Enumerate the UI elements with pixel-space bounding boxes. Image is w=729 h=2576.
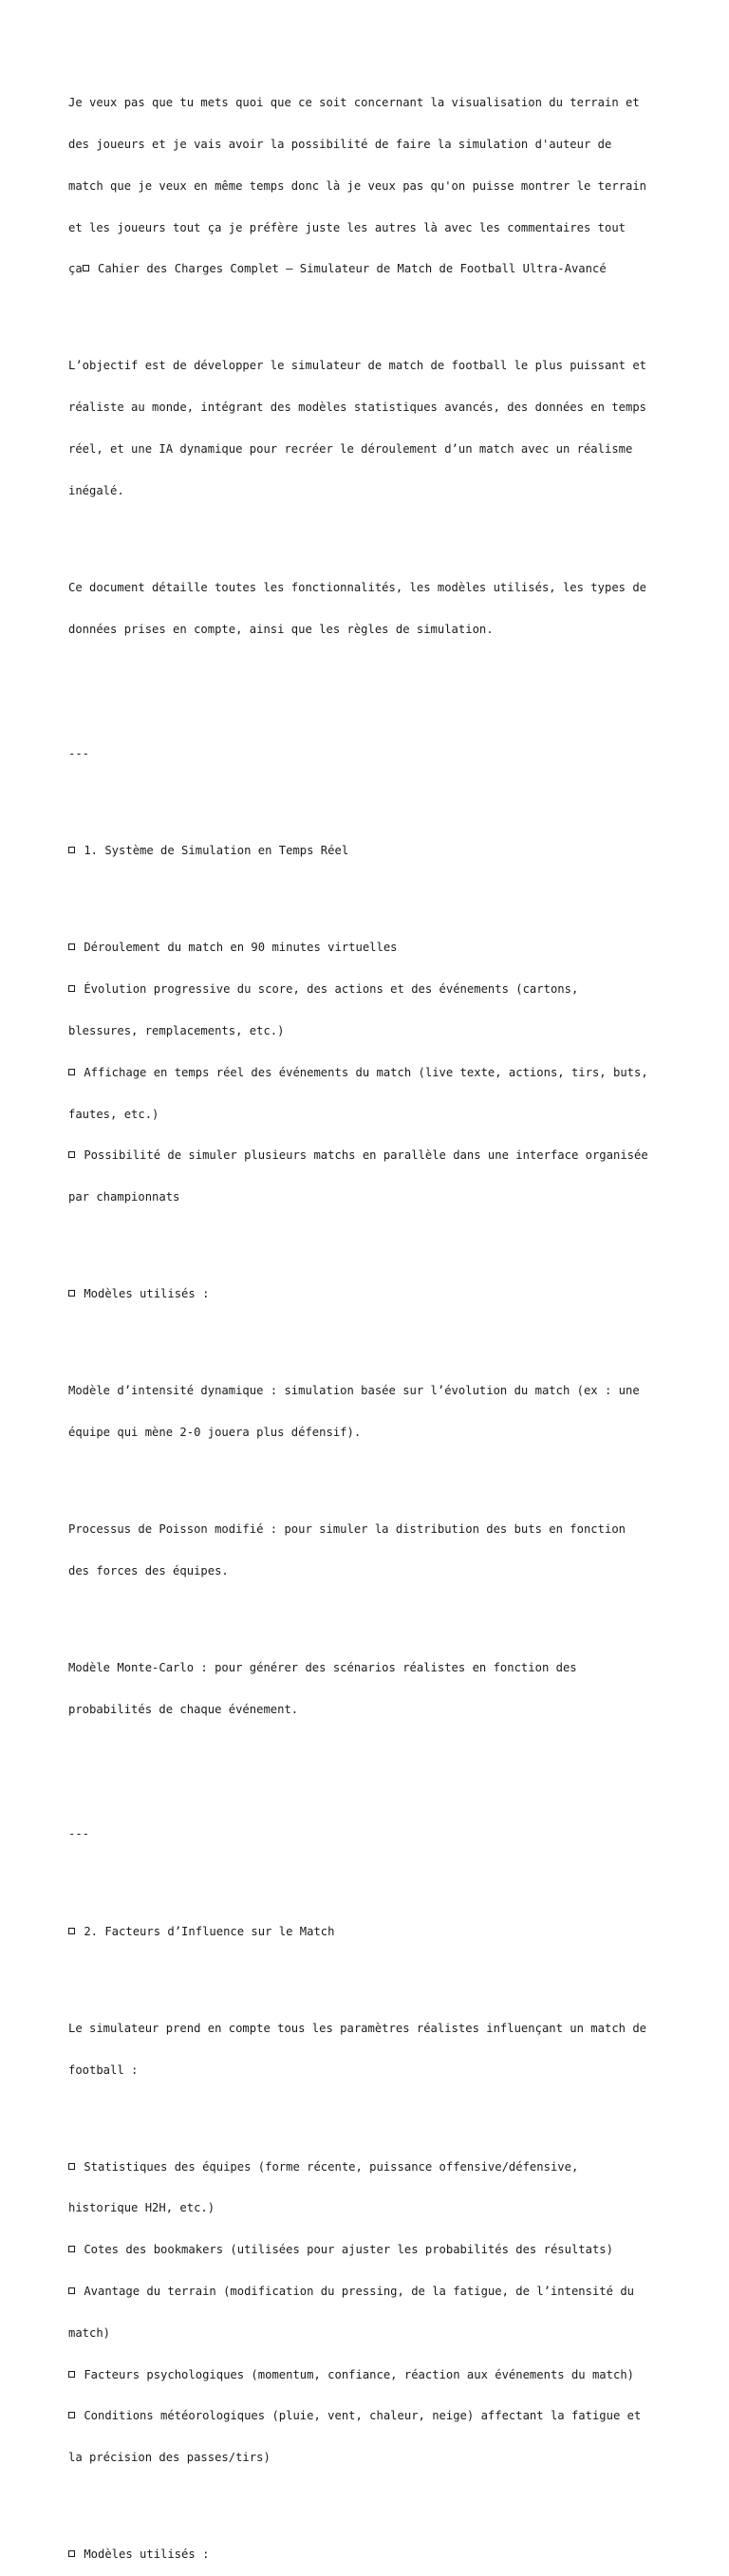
bullet-item: Possibilité de simuler plusieurs matchs en parallèle dans une interface organisée	[68, 1148, 695, 1163]
paragraph-line: Modèle d’intensité dynamique : simulation basée sur l’évolution du match (ex : une	[68, 1384, 640, 1398]
emoji-placeholder-icon	[68, 847, 75, 853]
bullet-item-wrap: match)	[68, 2325, 111, 2340]
document-body	[68, 68, 695, 2576]
emoji-placeholder-icon	[68, 2163, 75, 2170]
emoji-placeholder-icon	[68, 2412, 75, 2418]
separator: ---	[68, 747, 90, 761]
bullet-item: Déroulement du match en 90 minutes virtuelles	[68, 941, 695, 955]
paragraph-line: match que je veux en même temps donc là je veux pas qu'on puisse montrer le terrain	[68, 178, 647, 193]
emoji-placeholder-icon	[68, 2371, 75, 2378]
emoji-placeholder-icon	[68, 2550, 75, 2557]
emoji-placeholder-icon	[68, 2287, 75, 2294]
paragraph-line: L’objectif est de développer le simulateur de match de football le plus puissant et	[68, 359, 647, 373]
models-label: Modèles utilisés :	[68, 2548, 695, 2562]
separator: ---	[68, 1827, 90, 1841]
paragraph-line: et les joueurs tout ça je préfère juste les autres là avec les commentaires tout	[68, 220, 626, 234]
bullet-item-wrap: blessures, remplacements, etc.)	[68, 1023, 285, 1037]
bullet-item-wrap: par championnats	[68, 1190, 180, 1204]
bullet-item: Affichage en temps réel des événements du match (live texte, actions, tirs, buts,	[68, 1066, 695, 1080]
paragraph-line: Modèle Monte-Carlo : pour générer des scénarios réalistes en fonction des	[68, 1661, 577, 1675]
document-title-line: ça Cahier des Charges Complet – Simulateur de Match de Football Ultra-Avancé	[68, 262, 607, 276]
emoji-placeholder-icon	[68, 943, 75, 950]
paragraph-line: des forces des équipes.	[68, 1564, 229, 1578]
bullet-item: Conditions météorologiques (pluie, vent, chaleur, neige) affectant la fatigue et	[68, 2409, 695, 2423]
paragraph-line: données prises en compte, ainsi que les règles de simulation.	[68, 622, 494, 636]
section-heading: 1. Système de Simulation en Temps Réel	[68, 844, 695, 858]
section-heading: 2. Facteurs d’Influence sur le Match	[68, 1925, 695, 1939]
bullet-item: Facteurs psychologiques (momentum, confiance, réaction aux événements du match)	[68, 2368, 695, 2382]
bullet-item-wrap: la précision des passes/tirs)	[68, 2451, 271, 2465]
paragraph-line: football :	[68, 2063, 139, 2077]
bullet-item-wrap: historique H2H, etc.)	[68, 2201, 215, 2215]
bullet-item: Cotes des bookmakers (utilisées pour ajuster les probabilités des résultats)	[68, 2243, 695, 2257]
emoji-placeholder-icon	[83, 265, 89, 271]
emoji-placeholder-icon	[68, 2246, 75, 2252]
paragraph-line: réel, et une IA dynamique pour recréer le déroulement d’un match avec un réalisme	[68, 442, 633, 457]
paragraph-line: Processus de Poisson modifié : pour simuler la distribution des buts en fonction	[68, 1522, 626, 1537]
paragraph-line: probabilités de chaque événement.	[68, 1703, 299, 1717]
paragraph-line: Le simulateur prend en compte tous les paramètres réalistes influençant un match de	[68, 2021, 647, 2035]
paragraph-line: inégalé.	[68, 483, 124, 497]
paragraph-line: équipe qui mène 2-0 jouera plus défensif).	[68, 1426, 362, 1440]
paragraph-line: Ce document détaille toutes les fonctionnalités, les modèles utilisés, les types de	[68, 580, 647, 594]
bullet-item: Avantage du terrain (modification du pressing, de la fatigue, de l’intensité du	[68, 2285, 695, 2299]
emoji-placeholder-icon	[68, 985, 75, 992]
models-label: Modèles utilisés :	[68, 1287, 695, 1301]
paragraph-line: Je veux pas que tu mets quoi que ce soit concernant la visualisation du terrain et	[68, 96, 640, 110]
bullet-item: Statistiques des équipes (forme récente, puissance offensive/défensive,	[68, 2160, 695, 2175]
emoji-placeholder-icon	[68, 1151, 75, 1158]
emoji-placeholder-icon	[68, 1069, 75, 1075]
bullet-item: Évolution progressive du score, des actions et des événements (cartons,	[68, 982, 695, 997]
paragraph-line: réaliste au monde, intégrant des modèles statistiques avancés, des données en temps	[68, 401, 647, 415]
bullet-item-wrap: fautes, etc.)	[68, 1107, 159, 1121]
paragraph-line: des joueurs et je vais avoir la possibilité de faire la simulation d'auteur de	[68, 137, 612, 151]
emoji-placeholder-icon	[68, 1928, 75, 1934]
emoji-placeholder-icon	[68, 1290, 75, 1297]
